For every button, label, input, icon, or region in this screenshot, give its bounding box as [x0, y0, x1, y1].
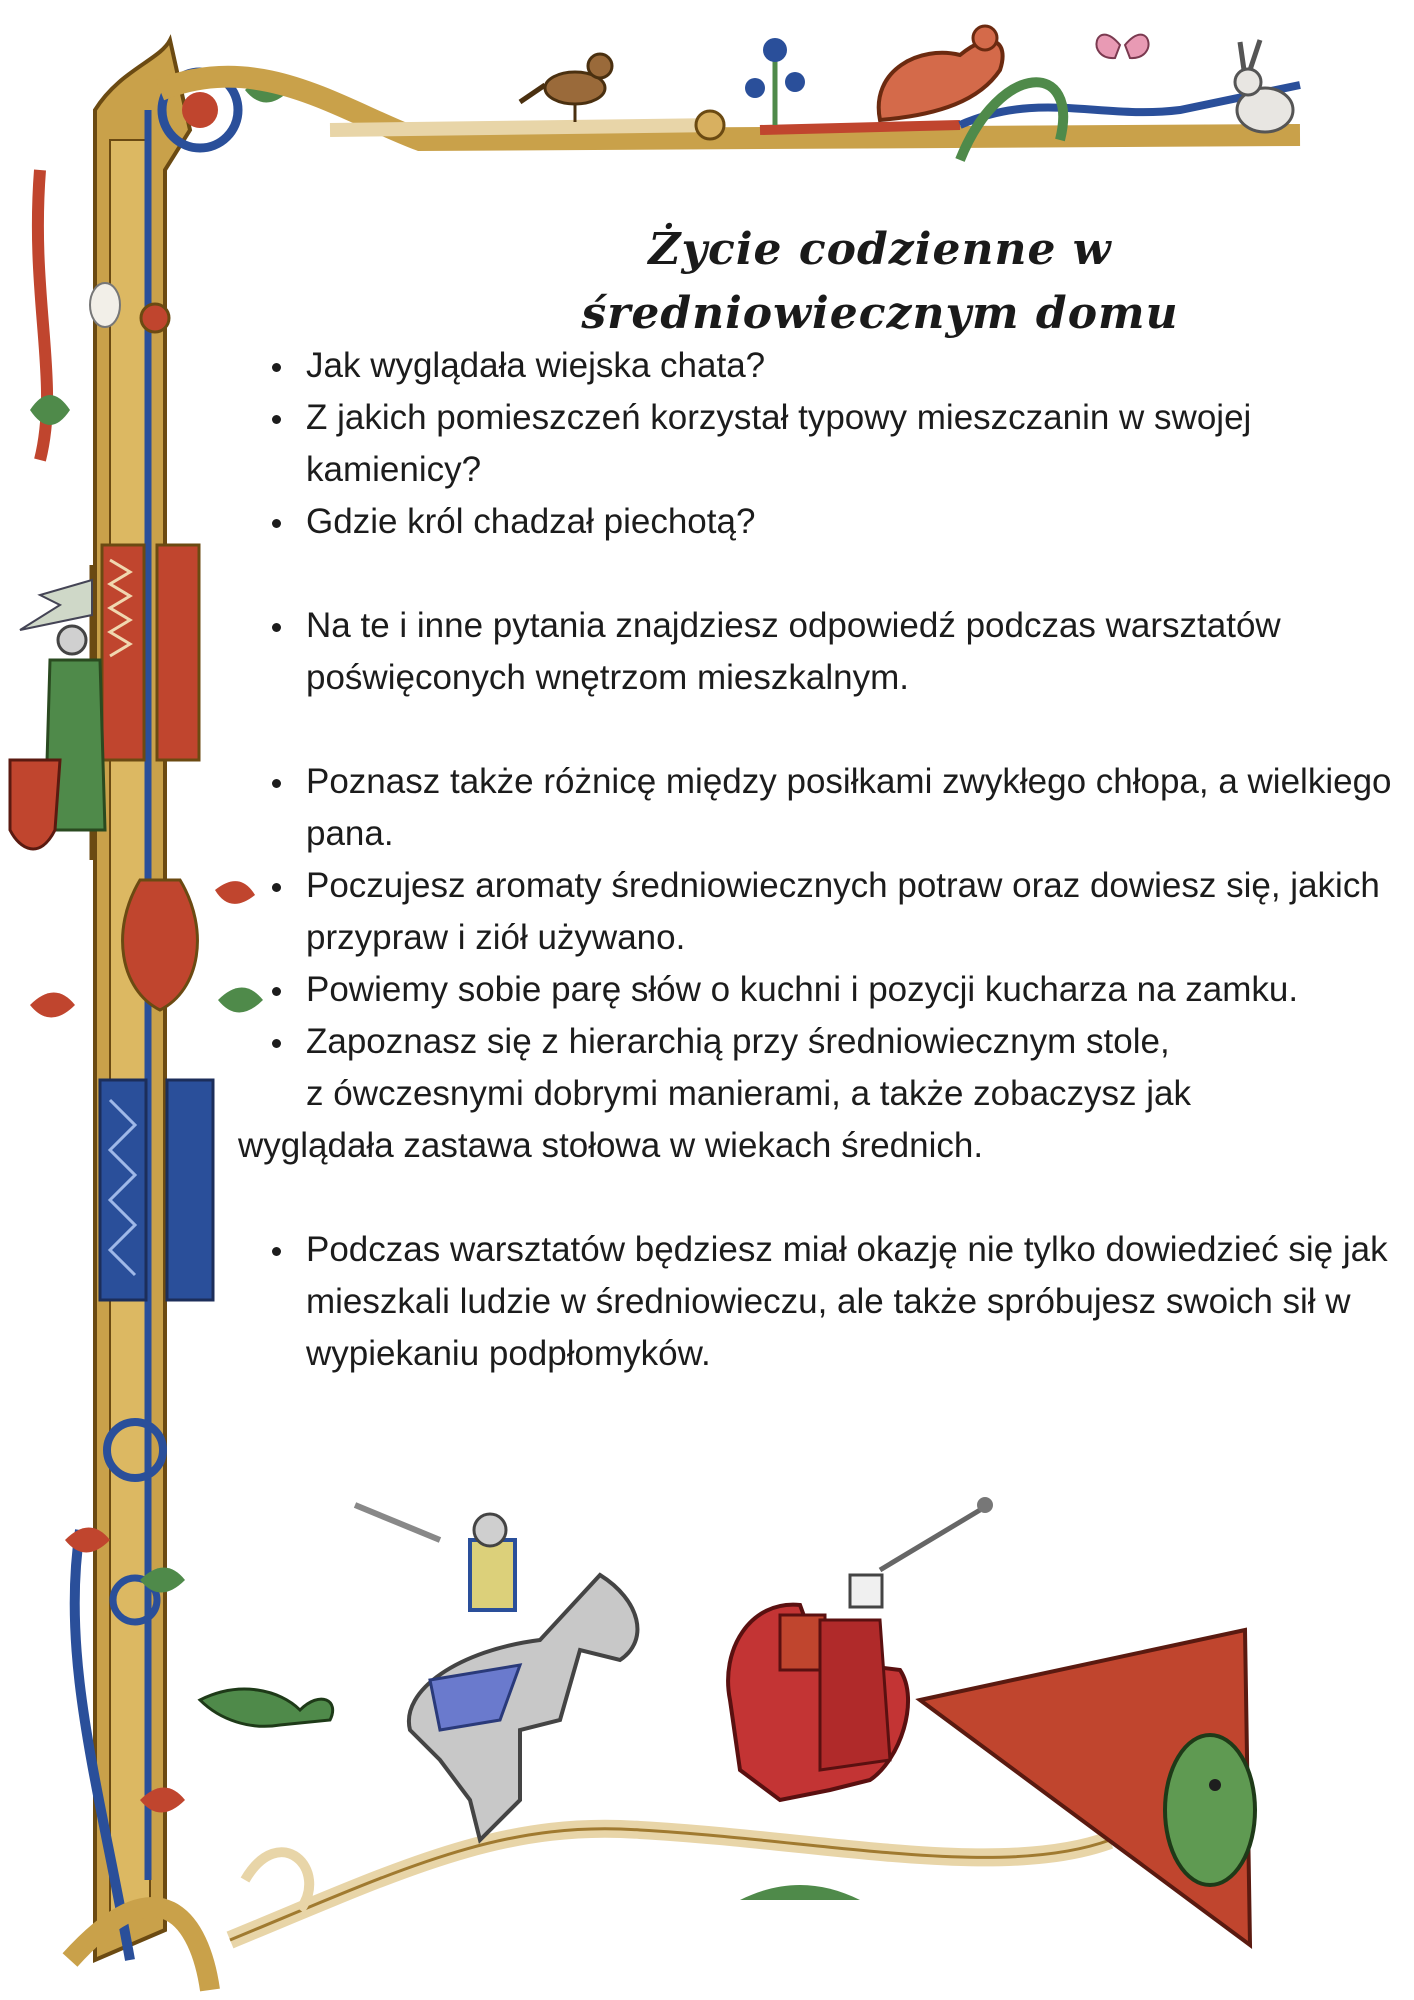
top-branch — [160, 77, 1300, 160]
list-item: Podczas warsztatów będziesz miał okazję nie tylko dowiedzieć się jak mieszkali ludzie w średniowieczu, ale także spróbujesz swoich sił w wypiekaniu podpłomyków. — [306, 1224, 1398, 1380]
spacer — [238, 1172, 1398, 1224]
bottom-branch — [230, 1829, 1110, 1940]
flower-sprig — [745, 38, 805, 125]
body-text — [238, 340, 1398, 1380]
knight-with-banner — [10, 565, 105, 860]
bullet-list — [238, 1224, 1398, 1380]
page-title — [380, 218, 1380, 346]
list-item: Poczujesz aromaty średniowiecznych potraw oraz dowiesz się, jakich przypraw i ziół używano. — [306, 860, 1398, 964]
knight-on-grey-horse — [355, 1505, 637, 1840]
continuation-line: z ówczesnymi dobrymi manierami, a także zobaczysz jak — [306, 1074, 1192, 1113]
green-man-face — [920, 1630, 1255, 1945]
list-item: Gdzie król chadzał piechotą? — [306, 496, 1398, 548]
list-item: Poznasz także różnicę między posiłkami zwykłego chłopa, a wielkiego pana. — [306, 756, 1398, 860]
small-dragon — [200, 1689, 333, 1726]
title-line: średniowiecznym domu — [581, 288, 1179, 339]
spacer — [238, 704, 1398, 756]
bullet-list — [238, 600, 1398, 704]
spacer — [238, 548, 1398, 600]
list-item: Zapoznasz się z hierarchią przy średniowiecznym stole, — [306, 1016, 1398, 1068]
bird-illustration — [520, 54, 612, 122]
knight-on-red-horse — [728, 1497, 993, 1800]
dragon-illustration — [879, 26, 1003, 120]
title-line: Życie codzienne w — [648, 224, 1112, 275]
continuation-line: wyglądała zastawa stołowa w wiekach średnich. — [238, 1126, 984, 1165]
bullet-list — [238, 340, 1398, 548]
list-item: Jak wyglądała wiejska chata? — [306, 340, 1398, 392]
bullet-list — [238, 756, 1398, 1068]
list-item: Z jakich pomieszczeń korzystał typowy mieszczanin w swojej kamienicy? — [306, 392, 1398, 496]
grass-tuft — [740, 1885, 860, 1900]
list-item: Powiemy sobie parę słów o kuchni i pozycji kucharza na zamku. — [306, 964, 1398, 1016]
list-item: Na te i inne pytania znajdziesz odpowiedź podczas warsztatów poświęconych wnętrzom mieszkalnym. — [306, 600, 1398, 704]
butterfly-illustration — [1096, 35, 1148, 58]
